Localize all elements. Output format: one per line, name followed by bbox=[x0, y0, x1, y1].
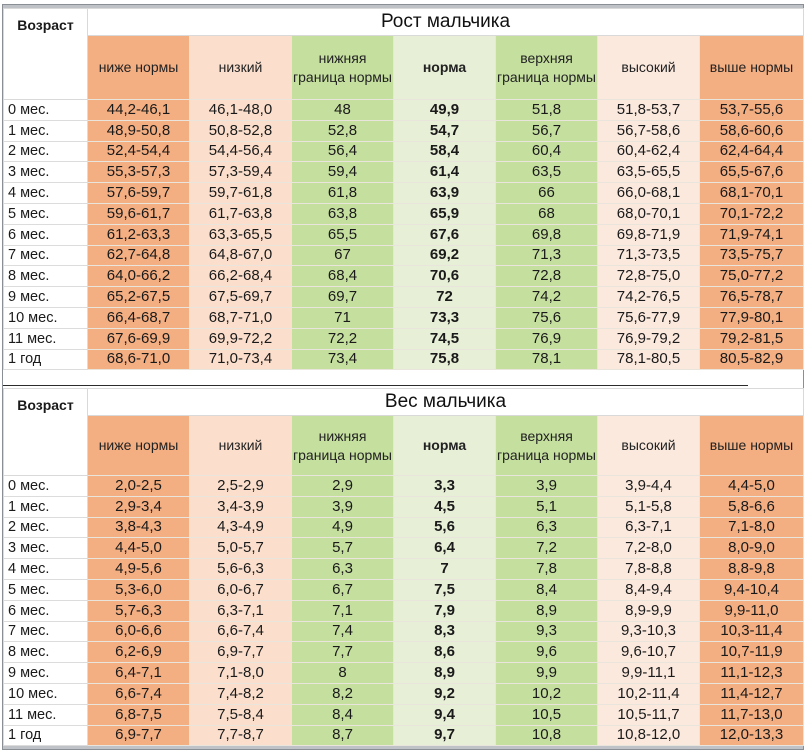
above-norm-cell: 70,1-72,2 bbox=[700, 203, 804, 224]
high-cell: 3,9-4,4 bbox=[598, 476, 700, 497]
height-table bbox=[3, 8, 804, 370]
high-cell: 7,8-8,8 bbox=[598, 559, 700, 580]
norm-cell: 54,7 bbox=[394, 120, 496, 141]
low-cell: 46,1-48,0 bbox=[190, 100, 292, 121]
upper-bound-cell: 78,1 bbox=[496, 349, 598, 370]
low-cell: 4,3-4,9 bbox=[190, 517, 292, 538]
norm-cell: 5,6 bbox=[394, 517, 496, 538]
norm-cell: 7 bbox=[394, 559, 496, 580]
table-row bbox=[4, 621, 804, 642]
low-cell: 63,3-65,5 bbox=[190, 224, 292, 245]
upper-bound-cell: 72,8 bbox=[496, 266, 598, 287]
col-norm: норма bbox=[394, 416, 496, 476]
norm-cell: 3,3 bbox=[394, 476, 496, 497]
table-row bbox=[4, 600, 804, 621]
table-row bbox=[4, 476, 804, 497]
above-norm-cell: 58,6-60,6 bbox=[700, 120, 804, 141]
high-cell: 56,7-58,6 bbox=[598, 120, 700, 141]
above-norm-cell: 75,0-77,2 bbox=[700, 266, 804, 287]
table-row bbox=[4, 100, 804, 121]
low-cell: 7,5-8,4 bbox=[190, 704, 292, 725]
table-row bbox=[4, 141, 804, 162]
below-norm-cell: 4,4-5,0 bbox=[88, 538, 190, 559]
high-cell: 9,6-10,7 bbox=[598, 642, 700, 663]
table-row bbox=[4, 663, 804, 684]
low-cell: 7,7-8,7 bbox=[190, 725, 292, 746]
lower-bound-cell: 7,1 bbox=[292, 600, 394, 621]
low-cell: 69,9-72,2 bbox=[190, 328, 292, 349]
high-cell: 10,8-12,0 bbox=[598, 725, 700, 746]
low-cell: 2,5-2,9 bbox=[190, 476, 292, 497]
above-norm-cell: 10,7-11,9 bbox=[700, 642, 804, 663]
low-cell: 64,8-67,0 bbox=[190, 245, 292, 266]
age-header: Возраст bbox=[4, 389, 88, 476]
norm-cell: 72 bbox=[394, 287, 496, 308]
below-norm-cell: 62,7-64,8 bbox=[88, 245, 190, 266]
upper-bound-cell: 60,4 bbox=[496, 141, 598, 162]
age-cell: 10 мес. bbox=[4, 307, 88, 328]
lower-bound-cell: 48 bbox=[292, 100, 394, 121]
lower-bound-cell: 2,9 bbox=[292, 476, 394, 497]
above-norm-cell: 9,4-10,4 bbox=[700, 579, 804, 600]
col-norm: норма bbox=[394, 36, 496, 100]
table-row bbox=[4, 120, 804, 141]
high-cell: 10,2-11,4 bbox=[598, 683, 700, 704]
below-norm-cell: 5,7-6,3 bbox=[88, 600, 190, 621]
norm-cell: 4,5 bbox=[394, 496, 496, 517]
weight-title: Вес мальчика bbox=[88, 389, 804, 416]
norm-cell: 9,2 bbox=[394, 683, 496, 704]
norm-cell: 9,4 bbox=[394, 704, 496, 725]
table-row bbox=[4, 183, 804, 204]
norm-cell: 70,6 bbox=[394, 266, 496, 287]
age-cell: 5 мес. bbox=[4, 579, 88, 600]
high-cell: 69,8-71,9 bbox=[598, 224, 700, 245]
age-cell: 7 мес. bbox=[4, 245, 88, 266]
below-norm-cell: 5,3-6,0 bbox=[88, 579, 190, 600]
above-norm-cell: 71,9-74,1 bbox=[700, 224, 804, 245]
table-row bbox=[4, 224, 804, 245]
upper-bound-cell: 69,8 bbox=[496, 224, 598, 245]
below-norm-cell: 52,4-54,4 bbox=[88, 141, 190, 162]
high-cell: 78,1-80,5 bbox=[598, 349, 700, 370]
above-norm-cell: 11,4-12,7 bbox=[700, 683, 804, 704]
upper-bound-cell: 71,3 bbox=[496, 245, 598, 266]
norm-cell: 73,3 bbox=[394, 307, 496, 328]
below-norm-cell: 57,6-59,7 bbox=[88, 183, 190, 204]
low-cell: 6,6-7,4 bbox=[190, 621, 292, 642]
lower-bound-cell: 72,2 bbox=[292, 328, 394, 349]
upper-bound-cell: 9,6 bbox=[496, 642, 598, 663]
low-cell: 66,2-68,4 bbox=[190, 266, 292, 287]
norm-cell: 65,9 bbox=[394, 203, 496, 224]
high-cell: 68,0-70,1 bbox=[598, 203, 700, 224]
below-norm-cell: 61,2-63,3 bbox=[88, 224, 190, 245]
lower-bound-cell: 73,4 bbox=[292, 349, 394, 370]
col-low: низкий bbox=[190, 416, 292, 476]
norm-cell: 75,8 bbox=[394, 349, 496, 370]
upper-bound-cell: 9,3 bbox=[496, 621, 598, 642]
high-cell: 60,4-62,4 bbox=[598, 141, 700, 162]
lower-bound-cell: 4,9 bbox=[292, 517, 394, 538]
age-cell: 0 мес. bbox=[4, 100, 88, 121]
upper-bound-cell: 63,5 bbox=[496, 162, 598, 183]
col-lower-bound: нижняя граница нормы bbox=[292, 416, 394, 476]
col-above-norm: выше нормы bbox=[700, 416, 804, 476]
table-row bbox=[4, 496, 804, 517]
norm-cell: 7,5 bbox=[394, 579, 496, 600]
upper-bound-cell: 8,4 bbox=[496, 579, 598, 600]
below-norm-cell: 6,2-6,9 bbox=[88, 642, 190, 663]
upper-bound-cell: 74,2 bbox=[496, 287, 598, 308]
norm-cell: 74,5 bbox=[394, 328, 496, 349]
col-lower-bound: нижняя граница нормы bbox=[292, 36, 394, 100]
age-cell: 8 мес. bbox=[4, 266, 88, 287]
high-cell: 6,3-7,1 bbox=[598, 517, 700, 538]
height-rows bbox=[4, 100, 804, 370]
table-row bbox=[4, 266, 804, 287]
high-cell: 9,3-10,3 bbox=[598, 621, 700, 642]
upper-bound-cell: 5,1 bbox=[496, 496, 598, 517]
low-cell: 59,7-61,8 bbox=[190, 183, 292, 204]
below-norm-cell: 6,9-7,7 bbox=[88, 725, 190, 746]
age-cell: 0 мес. bbox=[4, 476, 88, 497]
low-cell: 54,4-56,4 bbox=[190, 141, 292, 162]
age-cell: 1 год bbox=[4, 349, 88, 370]
lower-bound-cell: 69,7 bbox=[292, 287, 394, 308]
above-norm-cell: 8,0-9,0 bbox=[700, 538, 804, 559]
upper-bound-cell: 6,3 bbox=[496, 517, 598, 538]
upper-bound-cell: 10,2 bbox=[496, 683, 598, 704]
high-cell: 74,2-76,5 bbox=[598, 287, 700, 308]
above-norm-cell: 8,8-9,8 bbox=[700, 559, 804, 580]
low-cell: 7,1-8,0 bbox=[190, 663, 292, 684]
lower-bound-cell: 61,8 bbox=[292, 183, 394, 204]
above-norm-cell: 76,5-78,7 bbox=[700, 287, 804, 308]
upper-bound-cell: 7,2 bbox=[496, 538, 598, 559]
age-cell: 2 мес. bbox=[4, 141, 88, 162]
table-row bbox=[4, 245, 804, 266]
lower-bound-cell: 68,4 bbox=[292, 266, 394, 287]
age-cell: 6 мес. bbox=[4, 600, 88, 621]
norm-cell: 8,6 bbox=[394, 642, 496, 663]
above-norm-cell: 65,5-67,6 bbox=[700, 162, 804, 183]
age-cell: 11 мес. bbox=[4, 704, 88, 725]
table-row bbox=[4, 642, 804, 663]
upper-bound-cell: 9,9 bbox=[496, 663, 598, 684]
low-cell: 50,8-52,8 bbox=[190, 120, 292, 141]
above-norm-cell: 5,8-6,6 bbox=[700, 496, 804, 517]
above-norm-cell: 68,1-70,1 bbox=[700, 183, 804, 204]
lower-bound-cell: 6,3 bbox=[292, 559, 394, 580]
upper-bound-cell: 66 bbox=[496, 183, 598, 204]
age-cell: 2 мес. bbox=[4, 517, 88, 538]
below-norm-cell: 48,9-50,8 bbox=[88, 120, 190, 141]
low-cell: 3,4-3,9 bbox=[190, 496, 292, 517]
norm-cell: 7,9 bbox=[394, 600, 496, 621]
weight-rows bbox=[4, 476, 804, 746]
upper-bound-cell: 7,8 bbox=[496, 559, 598, 580]
below-norm-cell: 6,0-6,6 bbox=[88, 621, 190, 642]
table-row bbox=[4, 559, 804, 580]
below-norm-cell: 65,2-67,5 bbox=[88, 287, 190, 308]
upper-bound-cell: 76,9 bbox=[496, 328, 598, 349]
above-norm-cell: 53,7-55,6 bbox=[700, 100, 804, 121]
age-cell: 9 мес. bbox=[4, 663, 88, 684]
table-row bbox=[4, 162, 804, 183]
below-norm-cell: 4,9-5,6 bbox=[88, 559, 190, 580]
col-upper-bound: верхняя граница нормы bbox=[496, 416, 598, 476]
high-cell: 7,2-8,0 bbox=[598, 538, 700, 559]
table-row bbox=[4, 203, 804, 224]
above-norm-cell: 79,2-81,5 bbox=[700, 328, 804, 349]
upper-bound-cell: 8,9 bbox=[496, 600, 598, 621]
high-cell: 51,8-53,7 bbox=[598, 100, 700, 121]
low-cell: 57,3-59,4 bbox=[190, 162, 292, 183]
below-norm-cell: 6,6-7,4 bbox=[88, 683, 190, 704]
upper-bound-cell: 10,5 bbox=[496, 704, 598, 725]
below-norm-cell: 68,6-71,0 bbox=[88, 349, 190, 370]
age-cell: 1 мес. bbox=[4, 120, 88, 141]
low-cell: 61,7-63,8 bbox=[190, 203, 292, 224]
norm-cell: 9,7 bbox=[394, 725, 496, 746]
table-row bbox=[4, 683, 804, 704]
high-cell: 9,9-11,1 bbox=[598, 663, 700, 684]
table-row bbox=[4, 349, 804, 370]
age-cell: 8 мес. bbox=[4, 642, 88, 663]
col-upper-bound: верхняя граница нормы bbox=[496, 36, 598, 100]
age-cell: 5 мес. bbox=[4, 203, 88, 224]
age-cell: 6 мес. bbox=[4, 224, 88, 245]
table-row bbox=[4, 328, 804, 349]
lower-bound-cell: 7,7 bbox=[292, 642, 394, 663]
lower-bound-cell: 8,4 bbox=[292, 704, 394, 725]
age-cell: 11 мес. bbox=[4, 328, 88, 349]
high-cell: 66,0-68,1 bbox=[598, 183, 700, 204]
high-cell: 63,5-65,5 bbox=[598, 162, 700, 183]
high-cell: 72,8-75,0 bbox=[598, 266, 700, 287]
section-divider bbox=[3, 385, 748, 386]
below-norm-cell: 64,0-66,2 bbox=[88, 266, 190, 287]
high-cell: 10,5-11,7 bbox=[598, 704, 700, 725]
high-cell: 8,4-9,4 bbox=[598, 579, 700, 600]
low-cell: 5,6-6,3 bbox=[190, 559, 292, 580]
above-norm-cell: 11,7-13,0 bbox=[700, 704, 804, 725]
lower-bound-cell: 8,7 bbox=[292, 725, 394, 746]
table-row bbox=[4, 287, 804, 308]
upper-bound-cell: 75,6 bbox=[496, 307, 598, 328]
high-cell: 76,9-79,2 bbox=[598, 328, 700, 349]
above-norm-cell: 73,5-75,7 bbox=[700, 245, 804, 266]
col-low: низкий bbox=[190, 36, 292, 100]
high-cell: 75,6-77,9 bbox=[598, 307, 700, 328]
above-norm-cell: 12,0-13,3 bbox=[700, 725, 804, 746]
low-cell: 67,5-69,7 bbox=[190, 287, 292, 308]
age-cell: 3 мес. bbox=[4, 538, 88, 559]
age-cell: 10 мес. bbox=[4, 683, 88, 704]
weight-table bbox=[3, 388, 804, 746]
upper-bound-cell: 51,8 bbox=[496, 100, 598, 121]
above-norm-cell: 77,9-80,1 bbox=[700, 307, 804, 328]
lower-bound-cell: 59,4 bbox=[292, 162, 394, 183]
norm-cell: 8,3 bbox=[394, 621, 496, 642]
age-cell: 3 мес. bbox=[4, 162, 88, 183]
below-norm-cell: 6,4-7,1 bbox=[88, 663, 190, 684]
table-row bbox=[4, 517, 804, 538]
norm-cell: 63,9 bbox=[394, 183, 496, 204]
below-norm-cell: 66,4-68,7 bbox=[88, 307, 190, 328]
below-norm-cell: 55,3-57,3 bbox=[88, 162, 190, 183]
upper-bound-cell: 3,9 bbox=[496, 476, 598, 497]
upper-bound-cell: 68 bbox=[496, 203, 598, 224]
lower-bound-cell: 7,4 bbox=[292, 621, 394, 642]
low-cell: 71,0-73,4 bbox=[190, 349, 292, 370]
lower-bound-cell: 52,8 bbox=[292, 120, 394, 141]
low-cell: 6,3-7,1 bbox=[190, 600, 292, 621]
lower-bound-cell: 65,5 bbox=[292, 224, 394, 245]
below-norm-cell: 2,0-2,5 bbox=[88, 476, 190, 497]
below-norm-cell: 67,6-69,9 bbox=[88, 328, 190, 349]
above-norm-cell: 11,1-12,3 bbox=[700, 663, 804, 684]
high-cell: 8,9-9,9 bbox=[598, 600, 700, 621]
low-cell: 6,0-6,7 bbox=[190, 579, 292, 600]
above-norm-cell: 62,4-64,4 bbox=[700, 141, 804, 162]
norm-cell: 69,2 bbox=[394, 245, 496, 266]
below-norm-cell: 44,2-46,1 bbox=[88, 100, 190, 121]
below-norm-cell: 6,8-7,5 bbox=[88, 704, 190, 725]
table-row bbox=[4, 307, 804, 328]
col-high: высокий bbox=[598, 416, 700, 476]
table-row bbox=[4, 725, 804, 746]
low-cell: 6,9-7,7 bbox=[190, 642, 292, 663]
low-cell: 5,0-5,7 bbox=[190, 538, 292, 559]
age-cell: 4 мес. bbox=[4, 183, 88, 204]
norm-cell: 67,6 bbox=[394, 224, 496, 245]
norm-cell: 6,4 bbox=[394, 538, 496, 559]
table-row bbox=[4, 704, 804, 725]
lower-bound-cell: 67 bbox=[292, 245, 394, 266]
above-norm-cell: 7,1-8,0 bbox=[700, 517, 804, 538]
table-row bbox=[4, 579, 804, 600]
low-cell: 68,7-71,0 bbox=[190, 307, 292, 328]
norm-cell: 61,4 bbox=[394, 162, 496, 183]
age-cell: 4 мес. bbox=[4, 559, 88, 580]
lower-bound-cell: 8,2 bbox=[292, 683, 394, 704]
norm-cell: 49,9 bbox=[394, 100, 496, 121]
below-norm-cell: 3,8-4,3 bbox=[88, 517, 190, 538]
col-above-norm: выше нормы bbox=[700, 36, 804, 100]
norm-cell: 58,4 bbox=[394, 141, 496, 162]
high-cell: 71,3-73,5 bbox=[598, 245, 700, 266]
lower-bound-cell: 6,7 bbox=[292, 579, 394, 600]
below-norm-cell: 2,9-3,4 bbox=[88, 496, 190, 517]
age-header: Возраст bbox=[4, 9, 88, 100]
lower-bound-cell: 3,9 bbox=[292, 496, 394, 517]
lower-bound-cell: 8 bbox=[292, 663, 394, 684]
upper-bound-cell: 10,8 bbox=[496, 725, 598, 746]
above-norm-cell: 4,4-5,0 bbox=[700, 476, 804, 497]
lower-bound-cell: 56,4 bbox=[292, 141, 394, 162]
height-title: Рост мальчика bbox=[88, 9, 804, 36]
col-below-norm: ниже нормы bbox=[88, 416, 190, 476]
age-cell: 1 мес. bbox=[4, 496, 88, 517]
lower-bound-cell: 5,7 bbox=[292, 538, 394, 559]
col-below-norm: ниже нормы bbox=[88, 36, 190, 100]
age-cell: 1 год bbox=[4, 725, 88, 746]
below-norm-cell: 59,6-61,7 bbox=[88, 203, 190, 224]
above-norm-cell: 10,3-11,4 bbox=[700, 621, 804, 642]
above-norm-cell: 80,5-82,9 bbox=[700, 349, 804, 370]
age-cell: 7 мес. bbox=[4, 621, 88, 642]
age-cell: 9 мес. bbox=[4, 287, 88, 308]
low-cell: 7,4-8,2 bbox=[190, 683, 292, 704]
high-cell: 5,1-5,8 bbox=[598, 496, 700, 517]
lower-bound-cell: 71 bbox=[292, 307, 394, 328]
table-row bbox=[4, 538, 804, 559]
col-high: высокий bbox=[598, 36, 700, 100]
upper-bound-cell: 56,7 bbox=[496, 120, 598, 141]
norm-cell: 8,9 bbox=[394, 663, 496, 684]
lower-bound-cell: 63,8 bbox=[292, 203, 394, 224]
above-norm-cell: 9,9-11,0 bbox=[700, 600, 804, 621]
